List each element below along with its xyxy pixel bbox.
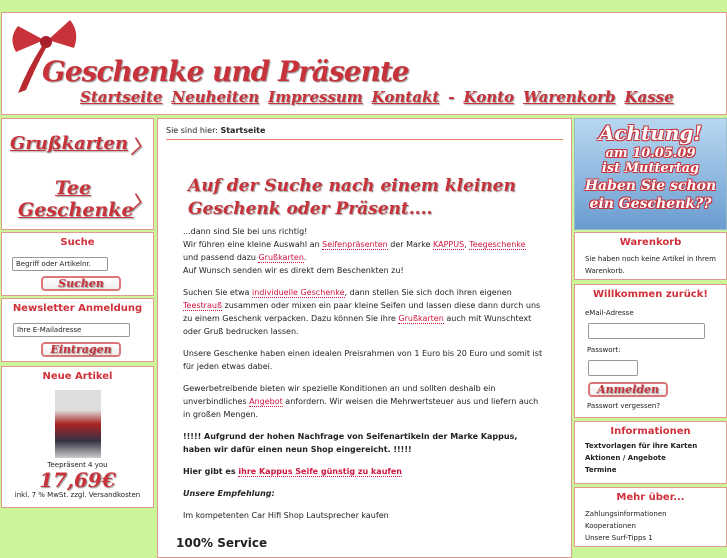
- site-logo: Geschenke und Präsente: [42, 55, 409, 88]
- banner-line: Haben Sie schon: [584, 178, 717, 194]
- cart-title: Warenkorb: [619, 237, 682, 248]
- search-button[interactable]: Suchen: [41, 276, 121, 291]
- breadcrumb-label: Sie sind hier:: [166, 126, 218, 135]
- nav-separator: -: [448, 88, 455, 106]
- search-box: [1, 232, 154, 296]
- service-heading: 100% Service: [176, 536, 268, 550]
- newsletter-submit-button[interactable]: Eintragen: [41, 342, 121, 357]
- headline-line1: Auf der Suche nach einem kleinen: [188, 176, 516, 196]
- newsletter-box: [1, 298, 154, 362]
- info-link[interactable]: Termine: [585, 466, 617, 474]
- email-input[interactable]: [588, 323, 705, 339]
- banner-line: ein Geschenk??: [589, 196, 712, 212]
- more-about-list: [575, 508, 726, 544]
- link-teestrauss[interactable]: Teestrauß: [183, 301, 222, 310]
- link-teegeschenke[interactable]: Teegeschenke: [469, 240, 526, 249]
- password-input[interactable]: [588, 360, 638, 376]
- nav-kontakt[interactable]: Kontakt: [371, 88, 440, 106]
- newsletter-title: Newsletter Anmeldung: [12, 303, 143, 314]
- nav-startseite[interactable]: Startseite: [80, 88, 163, 106]
- nav-warenkorb[interactable]: Warenkorb: [523, 88, 616, 106]
- mothers-day-banner[interactable]: [574, 118, 727, 230]
- link-grusskarten[interactable]: Grußkarten: [10, 133, 129, 154]
- email-label: eMail-Adresse: [585, 309, 634, 317]
- link-angebot[interactable]: Angebot: [249, 397, 283, 406]
- notice-paragraph: !!!!! Aufgrund der hohen Nachfrage von Seifenartikeln der Marke Kappus, haben wir dafür einen neun Shop eingereicht. !!!!!: [183, 432, 518, 454]
- nav-impressum[interactable]: Impressum: [268, 88, 363, 106]
- business-paragraph: Gewerbetreibende bieten wir spezielle Konditionen an und sollten deshalb ein unverbindliches Angebot anfordern. Wir weisen die Mehrwertsteuer aus und liefern auch in großen Mengen.: [183, 384, 539, 419]
- login-title: Willkommen zurück!: [593, 289, 708, 300]
- info-title: Informationen: [610, 426, 691, 437]
- link-kappus[interactable]: KAPPUS: [433, 240, 465, 249]
- price-paragraph: Unsere Geschenke haben einen idealen Preisrahmen von 1 Euro bis 20 Euro und somit ist für jeden etwas dabei.: [183, 349, 543, 371]
- link-grusskarten-2[interactable]: Grußkarten: [398, 314, 444, 323]
- breadcrumb-current[interactable]: Startseite: [220, 126, 266, 135]
- main-content: [157, 118, 572, 558]
- main-nav: [80, 88, 674, 106]
- category-banner: [1, 118, 154, 230]
- forgot-password-link[interactable]: Passwort vergessen?: [587, 402, 661, 410]
- geschenke-label: Geschenke: [18, 199, 134, 221]
- nav-kasse[interactable]: Kasse: [624, 88, 674, 106]
- product-image[interactable]: [55, 390, 101, 458]
- login-box: [574, 284, 727, 418]
- header: [1, 12, 727, 115]
- info-link[interactable]: Aktionen / Angebote: [585, 454, 666, 462]
- product-price: 17,69€: [39, 468, 116, 492]
- cart-box: [574, 232, 727, 280]
- link-seifenpraesente[interactable]: Seifenpräsenten: [322, 240, 388, 249]
- product-name[interactable]: Teepräsent 4 you: [47, 461, 108, 469]
- search-input[interactable]: Begriff oder Artikelnr.: [12, 257, 108, 271]
- more-link[interactable]: Zahlungsinformationen: [585, 510, 667, 518]
- breadcrumb: [166, 119, 563, 140]
- more-link[interactable]: Kooperationen: [585, 522, 636, 530]
- recommendation-link[interactable]: Im kompetenten Car Hifi Shop Lautsprecher kaufen: [183, 511, 389, 520]
- password-label: Passwort:: [587, 346, 621, 354]
- headline-line2: Geschenk oder Präsent....: [188, 199, 433, 219]
- cart-text: Sie haben noch keine Artikel in Ihrem Warenkorb.: [585, 255, 716, 275]
- nav-neuheiten[interactable]: Neuheiten: [171, 88, 260, 106]
- info-list: [575, 440, 726, 476]
- new-articles-title: Neue Artikel: [42, 371, 113, 382]
- chevron-right-icon: 〉: [131, 137, 149, 158]
- kappus-paragraph: Hier gibt es ihre Kappus Seife günstig zu kaufen: [183, 467, 402, 476]
- chevron-right-icon: 〉: [131, 193, 149, 214]
- search-title: Suche: [60, 237, 95, 248]
- newsletter-email-input[interactable]: Ihre E-Mailadresse: [13, 323, 130, 337]
- new-articles-box: [1, 366, 154, 508]
- page-headline: [188, 175, 571, 221]
- info-link[interactable]: Textvorlagen für ihre Karten: [585, 442, 698, 450]
- nav-konto[interactable]: Konto: [463, 88, 515, 106]
- banner-line: am 10.05.09: [605, 146, 696, 161]
- login-button[interactable]: Anmelden: [588, 382, 668, 397]
- more-about-box: [574, 487, 727, 547]
- more-about-title: Mehr über...: [616, 492, 685, 503]
- more-link[interactable]: Unsere Surf-Tipps 1: [585, 534, 653, 542]
- banner-line: ist Muttertag: [601, 161, 700, 176]
- intro-paragraph: ...dann sind Sie bei uns richtig! Wir führen eine kleine Auswahl an Seifenpräsenten der Marke KAPPUS, Teegeschenke und passend dazu Grußkarten. Auf Wunsch senden wir es direkt dem Beschenkten zu!: [183, 227, 526, 275]
- individual-paragraph: Suchen Sie etwa individuelle Geschenke, dann stellen Sie sich doch ihren eigenen Teestrauß zusammen oder mixen ein paar kleine Seifen und lassen diese dann durch uns zu einem Geschenk verpacken. Dazu können Sie ihre Grußkarten auch mit Wunschtext oder Gruß bedrucken lassen.: [183, 288, 541, 336]
- link-individuelle-geschenke[interactable]: individuelle Geschenke: [251, 288, 345, 297]
- link-grusskarten[interactable]: Grußkarten: [258, 253, 304, 262]
- product-tax-note: inkl. 7 % MwSt. zzgl. Versandkosten: [14, 491, 141, 499]
- recommendation-label: Unsere Empfehlung:: [183, 489, 275, 498]
- link-tee-geschenke[interactable]: [18, 177, 134, 221]
- link-kappus-shop[interactable]: ihre Kappus Seife günstig zu kaufen: [238, 467, 402, 476]
- banner-line: Achtung!: [598, 121, 703, 145]
- info-box: [574, 421, 727, 484]
- tee-label: Tee: [54, 177, 92, 199]
